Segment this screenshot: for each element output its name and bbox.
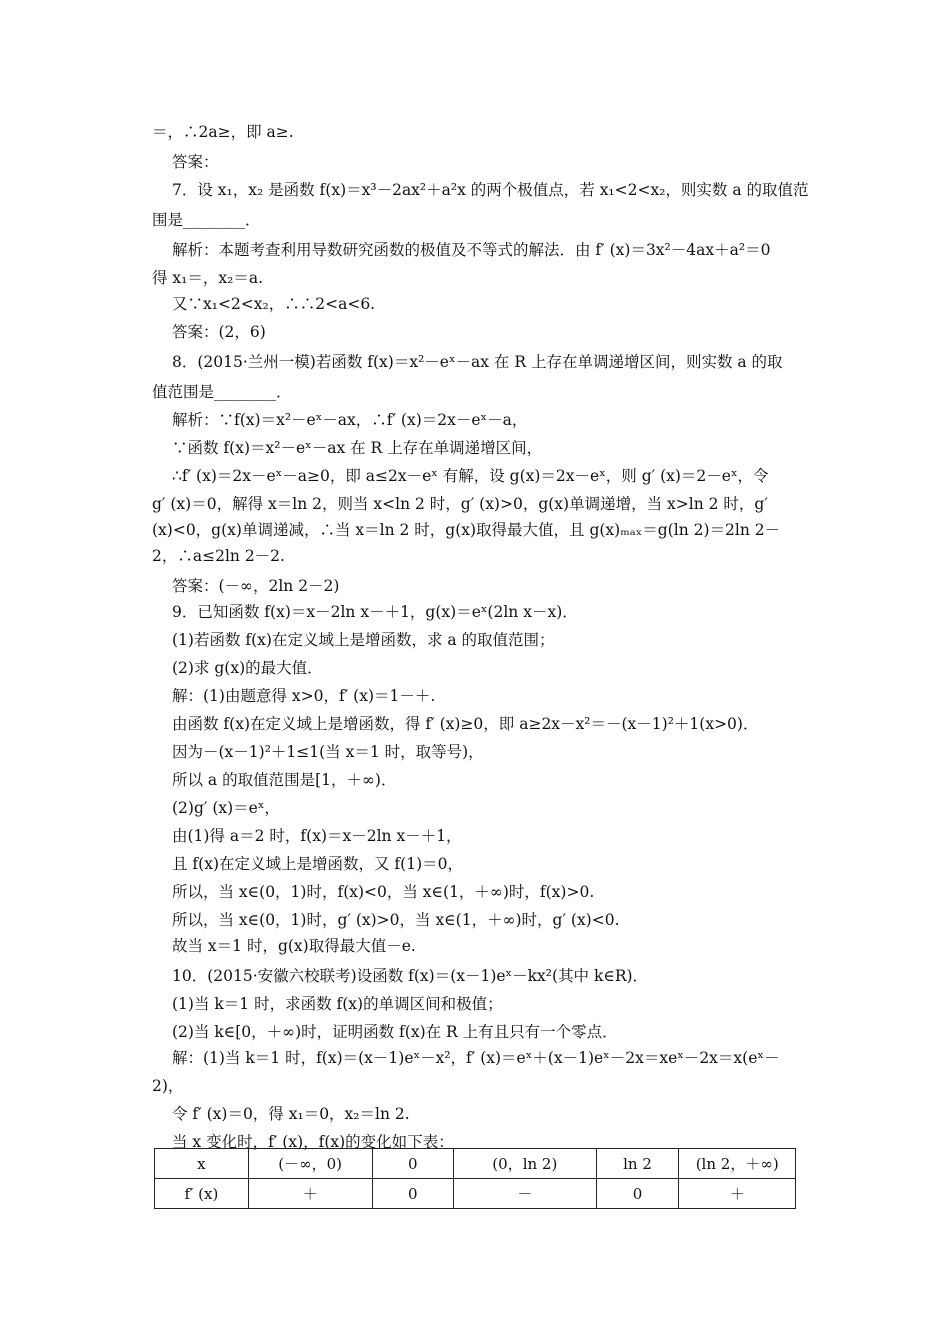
table-cell: 0 — [596, 1179, 679, 1209]
table-cell: ＋ — [248, 1179, 372, 1209]
text-line: 得 x₁＝，x₂＝a. — [152, 269, 264, 287]
variation-table — [154, 1148, 796, 1209]
text-line: (2)求 g(x)的最大值． — [172, 659, 323, 677]
text-line: 7．设 x₁，x₂ 是函数 f(x)＝x³－2ax²＋a²x 的两个极值点，若 x₁<2<x₂，则实数 a 的取值范 — [172, 181, 809, 199]
text-line: 又∵x₁<2<x₂，∴∴2<a<6. — [172, 295, 376, 313]
text-line: ＝，∴2a≥，即 a≥. — [152, 123, 294, 141]
text-line: 所以 a 的取值范围是[1，＋∞)． — [172, 771, 397, 789]
text-line: ∴f′ (x)＝2x－eˣ－a≥0，即 a≤2x－eˣ 有解，设 g(x)＝2x－eˣ，则 g′ (x)＝2－eˣ，令 — [172, 467, 769, 485]
text-line: 2，∴a≤2ln 2－2. — [152, 547, 285, 565]
table-cell: 0 — [372, 1149, 454, 1179]
text-line: 由函数 f(x)在定义域上是增函数，得 f′ (x)≥0，即 a≥2x－x²＝－(x－1)²＋1(x>0)． — [172, 715, 759, 733]
text-line: 围是________． — [152, 211, 261, 229]
table-cell: － — [454, 1179, 597, 1209]
text-line: 解：(1)由题意得 x>0，f′ (x)＝1－＋. — [172, 687, 436, 705]
text-line: 解析：∵f(x)＝x²－eˣ－ax，∴f′ (x)＝2x－eˣ－a， — [172, 411, 528, 429]
text-line: 解析：本题考查利用导数研究函数的极值及不等式的解法．由 f′ (x)＝3x²－4ax＋a²＝0 — [172, 241, 771, 259]
table-cell: x — [155, 1149, 249, 1179]
text-line: 值范围是________． — [152, 383, 292, 401]
text-line: (2)g′ (x)＝eˣ， — [172, 799, 280, 817]
text-line: 当 x 变化时，f′ (x)，f(x)的变化如下表： — [172, 1133, 454, 1151]
table-row — [155, 1149, 796, 1179]
text-line: 8．(2015·兰州一模)若函数 f(x)＝x²－eˣ－ax 在 R 上存在单调递增区间，则实数 a 的取 — [172, 353, 783, 371]
text-line: 2)， — [152, 1077, 184, 1095]
table-cell: (0，ln 2) — [454, 1149, 597, 1179]
text-line: 因为－(x－1)²＋1≤1(当 x＝1 时，取等号)， — [172, 743, 484, 761]
text-line: 令 f′ (x)＝0，得 x₁＝0，x₂＝ln 2. — [172, 1105, 410, 1123]
table-cell: ln 2 — [596, 1149, 679, 1179]
table-cell: (ln 2，＋∞) — [679, 1149, 796, 1179]
text-line: 答案：(2，6) — [172, 323, 266, 341]
table-cell: (－∞，0) — [248, 1149, 372, 1179]
text-line: (1)若函数 f(x)在定义域上是增函数，求 a 的取值范围； — [172, 631, 555, 649]
text-line: 9．已知函数 f(x)＝x－2ln x－＋1，g(x)＝eˣ(2ln x－x)． — [172, 603, 578, 621]
text-line: (x)<0，g(x)单调递减，∴当 x＝ln 2 时，g(x)取得最大值，且 g(x)ₘₐₓ＝g(ln 2)＝2ln 2－ — [152, 521, 781, 539]
text-line: (2)当 k∈[0，＋∞)时，证明函数 f(x)在 R 上有且只有一个零点． — [172, 1023, 618, 1041]
text-line: 且 f(x)在定义域上是增函数，又 f(1)＝0， — [172, 855, 463, 873]
text-line: ∵函数 f(x)＝x²－eˣ－ax 在 R 上存在单调递增区间， — [172, 439, 543, 457]
text-line: 所以，当 x∈(0，1)时，f(x)<0，当 x∈(1，＋∞)时，f(x)>0. — [172, 883, 595, 901]
text-line: 故当 x＝1 时，g(x)取得最大值－e. — [172, 937, 416, 955]
text-line: 由(1)得 a＝2 时，f(x)＝x－2ln x－＋1， — [172, 827, 462, 845]
table-cell: ＋ — [679, 1179, 796, 1209]
text-line: 答案： — [172, 153, 219, 171]
text-line: 答案：(－∞，2ln 2－2) — [172, 577, 340, 595]
text-line: g′ (x)＝0，解得 x＝ln 2，则当 x<ln 2 时，g′ (x)>0，g(x)单调递增，当 x>ln 2 时，g′ — [152, 495, 768, 513]
text-line: 10．(2015·安徽六校联考)设函数 f(x)＝(x－1)eˣ－kx²(其中 k∈R)． — [172, 967, 649, 985]
text-line: (1)当 k＝1 时，求函数 f(x)的单调区间和极值； — [172, 995, 503, 1013]
table-cell: f′ (x) — [155, 1179, 249, 1209]
text-line: 所以，当 x∈(0，1)时，g′ (x)>0，当 x∈(1，＋∞)时，g′ (x)<0. — [172, 911, 620, 929]
text-line: 解：(1)当 k＝1 时，f(x)＝(x－1)eˣ－x²，f′ (x)＝eˣ＋(x－1)eˣ－2x＝xeˣ－2x＝x(eˣ－ — [172, 1049, 780, 1067]
table-row — [155, 1179, 796, 1209]
table-cell: 0 — [372, 1179, 454, 1209]
